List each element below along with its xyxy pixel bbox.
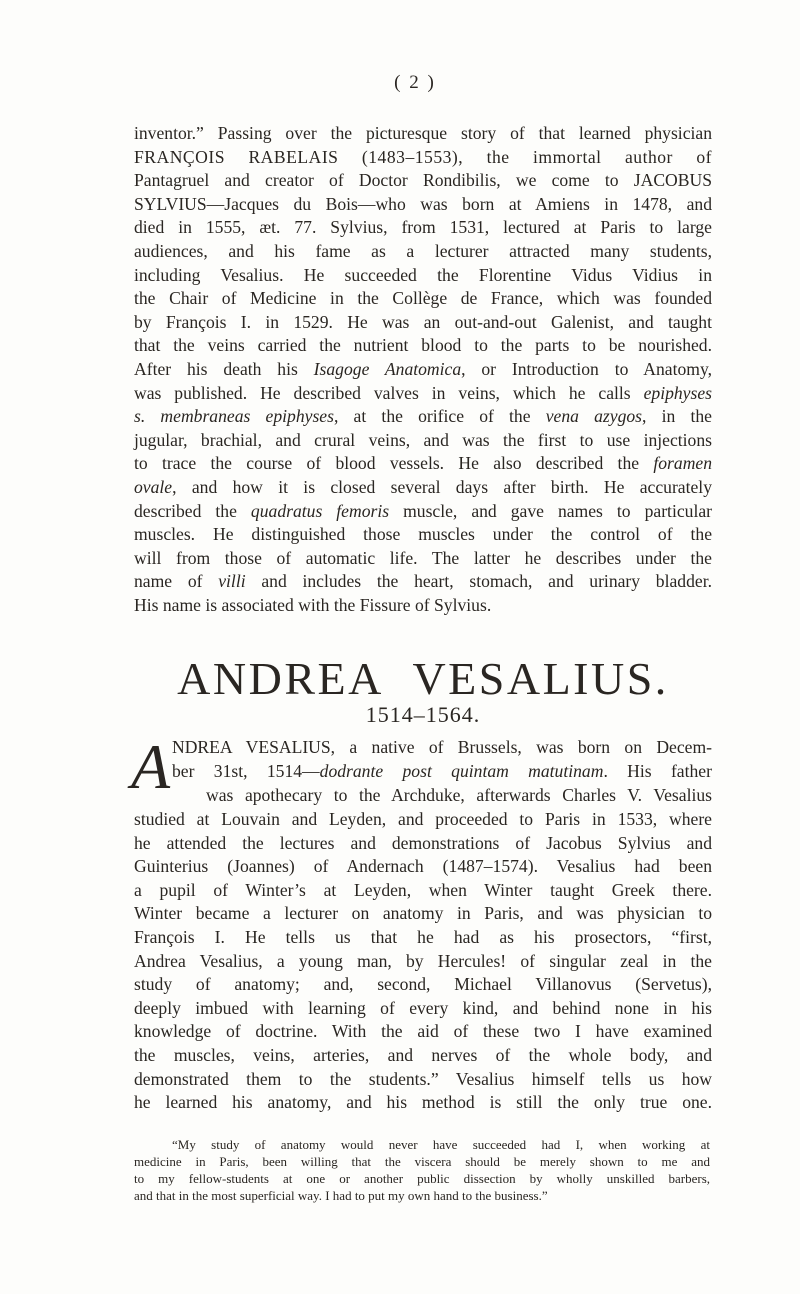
text-line: muscles. He distinguished those muscles under the control of the <box>134 524 712 545</box>
text-line: After his death his Isagoge Anatomica, or Introduction to Anatomy, <box>134 358 712 379</box>
text-line: was published. He described valves in veins, which he calls epiphyses <box>134 382 712 403</box>
text-line: he learned his anatomy, and his method is still the only true one. <box>134 1092 712 1113</box>
drop-cap: A <box>131 731 171 802</box>
text-line: FRANÇOIS RABELAIS (1483–1553), the immortal author of <box>134 146 712 167</box>
text-line: that the veins carried the nutrient blood to the parts to be nourished. <box>134 335 712 356</box>
text-line: by François I. in 1529. He was an out-and-out Galenist, and taught <box>134 311 712 332</box>
text-line: study of anatomy; and, second, Michael Villanovus (Servetus), <box>134 974 712 995</box>
text-line: studied at Louvain and Leyden, and proceeded to Paris in 1533, where <box>134 809 712 829</box>
page-number: ( 2 ) <box>394 72 436 93</box>
text-line: including Vesalius. He succeeded the Florentine Vidus Vidius in <box>134 264 712 285</box>
text-line: knowledge of doctrine. With the aid of these two I have examined <box>134 1021 712 1042</box>
text-line: NDREA VESALIUS, a native of Brussels, was born on Decem- <box>172 737 712 757</box>
text-line: a pupil of Winter’s at Leyden, when Winter taught Greek there. <box>134 879 712 900</box>
vesalius-opening-line-3 <box>206 784 712 808</box>
footnote-line: medicine in Paris, been willing that the viscera should be merely shown to me and <box>134 1154 710 1169</box>
vesalius-opening-lines <box>172 736 712 783</box>
text-line: was apothecary to the Archduke, afterwards Charles V. Vesalius <box>206 785 712 805</box>
section-title: ANDREA VESALIUS. <box>177 653 669 704</box>
text-line: SYLVIUS—Jacques du Bois—who was born at Amiens in 1478, and <box>134 193 712 214</box>
section-years: 1514–1564. <box>365 702 481 727</box>
text-line: will from those of automatic life. The latter he describes under the <box>134 547 712 568</box>
text-line: deeply imbued with learning of every kind, and behind none in his <box>134 997 712 1018</box>
sylvius-paragraph <box>134 122 712 617</box>
text-line: the muscles, veins, arteries, and nerves of the whole body, and <box>134 1044 712 1065</box>
footnote-line: and that in the most superficial way. I had to put my own hand to the business.” <box>134 1188 548 1203</box>
footnote-line: to my fellow-students at one or another public dissection by wholly unskilled barbers, <box>134 1171 710 1186</box>
text-line: he attended the lectures and demonstrations of Jacobus Sylvius and <box>134 832 712 853</box>
text-line: inventor.” Passing over the picturesque story of that learned physician <box>134 123 712 143</box>
text-line: ber 31st, 1514—dodrante post quintam matutinam. His father <box>172 760 712 781</box>
text-line: jugular, brachial, and crural veins, and was the first to use injections <box>134 429 712 450</box>
vesalius-paragraph <box>134 808 712 1115</box>
text-line: ovale, and how it is closed several days after birth. He accurately <box>134 476 712 497</box>
text-line: François I. He tells us that he had as his prosectors, “first, <box>134 926 712 947</box>
text-line: Guinterius (Joannes) of Andernach (1487–1574). Vesalius had been <box>134 856 712 877</box>
text-line: demonstrated them to the students.” Vesalius himself tells us how <box>134 1068 712 1089</box>
text-line: to trace the course of blood vessels. He also described the foramen <box>134 453 712 474</box>
text-line: described the quadratus femoris muscle, and gave names to particular <box>134 500 712 521</box>
text-line: s. membraneas epiphyses, at the orifice of the vena azygos, in the <box>134 406 712 427</box>
text-line: Pantagruel and creator of Doctor Rondibilis, we come to JACOBUS <box>134 170 712 191</box>
text-line: the Chair of Medicine in the Collège de France, which was founded <box>134 288 712 309</box>
text-line: name of villi and includes the heart, stomach, and urinary bladder. <box>134 571 712 592</box>
text-line: audiences, and his fame as a lecturer attracted many students, <box>134 240 712 261</box>
text-line: Andrea Vesalius, a young man, by Hercules! of singular zeal in the <box>134 950 712 971</box>
footnote-line: “My study of anatomy would never have succeeded had I, when working at <box>172 1137 710 1152</box>
text-line: died in 1555, æt. 77. Sylvius, from 1531, lectured at Paris to large <box>134 217 712 238</box>
text-line: Winter became a lecturer on anatomy in Paris, and was physician to <box>134 903 712 924</box>
footnote <box>134 1136 710 1204</box>
text-line: His name is associated with the Fissure of Sylvius. <box>134 594 492 615</box>
